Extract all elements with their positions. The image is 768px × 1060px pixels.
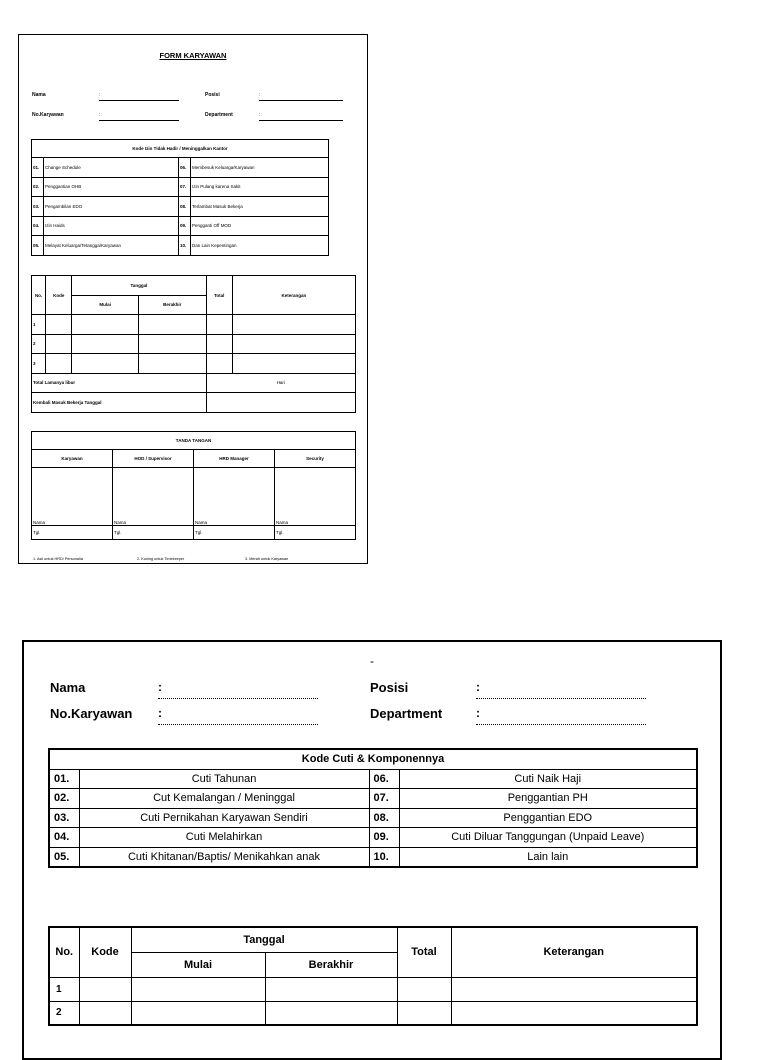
code-number: 03. [49, 808, 79, 828]
code-number: 06. [369, 769, 399, 789]
colon: : [158, 706, 162, 720]
leave-form-large [22, 640, 722, 1060]
department-label: Department [205, 112, 233, 118]
total-cell[interactable] [206, 315, 232, 335]
code-label: Dan Lain Kepentingan [191, 236, 329, 256]
colon: : [158, 680, 162, 694]
no-karyawan-label: No.Karyawan [50, 706, 133, 721]
code-label: Pengambilan EDO [44, 197, 179, 217]
code-label: Penggantian PH [399, 789, 697, 809]
code-number: 08. [369, 808, 399, 828]
code-label: Penggantian OHB [44, 177, 179, 197]
total-cell[interactable] [206, 334, 232, 354]
no-karyawan-field[interactable] [99, 120, 179, 121]
no-karyawan-label: No.Karyawan [32, 112, 64, 118]
col-no: No. [49, 927, 79, 977]
tgl-cell[interactable]: Tgl. [275, 526, 356, 540]
code-number: 03. [32, 197, 44, 217]
col-berakhir: Berakhir [138, 295, 206, 315]
code-label: Cuti Melahirkan [79, 828, 369, 848]
col-tanggal: Tanggal [72, 276, 206, 296]
department-field[interactable] [476, 724, 646, 725]
table-row [32, 334, 356, 354]
row-number: 2 [32, 334, 46, 354]
kode-cell[interactable] [46, 334, 72, 354]
col-keterangan: Keterangan [232, 276, 355, 315]
code-label: Cuti Diluar Tanggungan (Unpaid Leave) [399, 828, 697, 848]
colon: : [99, 112, 101, 118]
code-label: Pengganti Off MOD [191, 216, 329, 236]
mulai-cell[interactable] [72, 354, 139, 374]
table-row [49, 1001, 697, 1025]
keterangan-cell[interactable] [451, 977, 697, 1001]
mulai-cell[interactable] [131, 1001, 265, 1025]
tgl-cell[interactable]: Tgl. [32, 526, 113, 540]
nama-field[interactable] [99, 100, 179, 101]
department-label: Department [370, 706, 443, 721]
posisi-field[interactable] [476, 698, 646, 699]
tgl-cell[interactable]: Tgl. [194, 526, 275, 540]
code-label: Cuti Khitanan/Baptis/ Menikahkan anak [79, 847, 369, 867]
col-no: No. [32, 276, 46, 315]
row-number: 3 [32, 354, 46, 374]
code-label: Change Schedule [44, 158, 179, 178]
total-cell[interactable] [397, 977, 451, 1001]
colon: : [476, 706, 480, 720]
cuti-code-table [48, 748, 698, 868]
code-label: Cuti Tahunan [79, 769, 369, 789]
posisi-label: Posisi [370, 680, 409, 695]
code-number: 08. [179, 197, 191, 217]
sig-col-hrd: HRD Manager [194, 450, 275, 468]
mulai-cell[interactable] [72, 334, 139, 354]
hari-label[interactable]: Hari [206, 373, 355, 393]
code-number: 02. [32, 177, 44, 197]
kembali-label: Kembali Masuk Bekerja Tanggal [32, 393, 207, 413]
keterangan-cell[interactable] [451, 1001, 697, 1025]
col-kode: Kode [79, 927, 131, 977]
total-cell[interactable] [397, 1001, 451, 1025]
berakhir-cell[interactable] [265, 977, 397, 1001]
signature-table [31, 431, 356, 540]
row-number: 1 [32, 315, 46, 335]
col-mulai: Mulai [72, 295, 139, 315]
code-label: Membesuk Keluarga/Karyawan [191, 158, 329, 178]
code-number: 07. [369, 789, 399, 809]
code-number: 05. [49, 847, 79, 867]
footer-note-merah: 3. Merah untuk Karyawan [245, 557, 289, 561]
berakhir-cell[interactable] [138, 315, 206, 335]
col-total: Total [397, 927, 451, 977]
code-number: 04. [49, 828, 79, 848]
izin-code-table [31, 139, 329, 256]
signature-box[interactable]: Nama [194, 468, 275, 526]
col-mulai: Mulai [131, 952, 265, 977]
mulai-cell[interactable] [72, 315, 139, 335]
col-keterangan: Keterangan [451, 927, 697, 977]
leave-date-table [31, 275, 356, 413]
sig-col-karyawan: Karyawan [32, 450, 113, 468]
code-number: 01. [49, 769, 79, 789]
table-row [32, 315, 356, 335]
row-number: 1 [49, 977, 79, 1001]
code-label: Lain lain [399, 847, 697, 867]
header-dash: - [370, 654, 374, 668]
keterangan-cell[interactable] [232, 315, 355, 335]
colon: : [259, 92, 261, 98]
col-total: Total [206, 276, 232, 315]
code-number: 04. [32, 216, 44, 236]
leave-form-small [18, 34, 368, 564]
berakhir-cell[interactable] [265, 1001, 397, 1025]
code-number: 06. [179, 158, 191, 178]
colon: : [476, 680, 480, 694]
no-karyawan-field[interactable] [158, 724, 318, 725]
signature-box[interactable]: Nama [113, 468, 194, 526]
code-number: 10. [369, 847, 399, 867]
kode-cell[interactable] [46, 354, 72, 374]
mulai-cell[interactable] [131, 977, 265, 1001]
berakhir-cell[interactable] [138, 354, 206, 374]
kode-cell[interactable] [79, 1001, 131, 1025]
code-label: Cut Kemalangan / Meninggal [79, 789, 369, 809]
code-label: Terlambat Masuk Bekerja [191, 197, 329, 217]
col-berakhir: Berakhir [265, 952, 397, 977]
berakhir-cell[interactable] [138, 334, 206, 354]
kode-cell[interactable] [46, 315, 72, 335]
signature-header: TANDA TANGAN [32, 432, 356, 450]
code-number: 02. [49, 789, 79, 809]
code-table-header: Kode Cuti & Komponennya [49, 749, 697, 769]
code-number: 09. [369, 828, 399, 848]
colon: : [259, 112, 261, 118]
total-cell[interactable] [206, 354, 232, 374]
code-number: 07. [179, 177, 191, 197]
kode-cell[interactable] [79, 977, 131, 1001]
posisi-field[interactable] [259, 100, 343, 101]
footer-note-asli: 1. Asli untuk HRD/ Personalia [33, 557, 83, 561]
signature-box[interactable]: Nama [275, 468, 356, 526]
sig-col-hod: HOD / Supervisor [113, 450, 194, 468]
code-number: 09. [179, 216, 191, 236]
row-number: 2 [49, 1001, 79, 1025]
code-number: 10. [179, 236, 191, 256]
total-lamanya-label: Total Lamanya libur [32, 373, 207, 393]
col-tanggal: Tanggal [131, 927, 397, 952]
posisi-label: Posisi [205, 92, 220, 98]
code-label: Izin Haids [44, 216, 179, 236]
code-label: Izin Pulang karena Sakit [191, 177, 329, 197]
leave-date-table [48, 926, 698, 1026]
sig-col-security: Security [275, 450, 356, 468]
code-label: Melayat Keluarga/Tetangga/Karyawan [44, 236, 179, 256]
nama-label: Nama [50, 680, 86, 695]
table-row [49, 977, 697, 1001]
code-number: 01. [32, 158, 44, 178]
keterangan-cell[interactable] [232, 354, 355, 374]
nama-label: Nama [32, 92, 46, 98]
keterangan-cell[interactable] [232, 334, 355, 354]
footer-note-kuning: 2. Kuning untuk Timekeeper [137, 557, 185, 561]
kembali-field[interactable] [206, 393, 355, 413]
department-field[interactable] [259, 120, 343, 121]
code-label: Cuti Naik Haji [399, 769, 697, 789]
colon: : [99, 92, 101, 98]
tgl-cell[interactable]: Tgl. [113, 526, 194, 540]
col-kode: Kode [46, 276, 72, 315]
form-title: FORM KARYAWAN [159, 51, 227, 60]
nama-field[interactable] [158, 698, 318, 699]
code-table-header: Kode Izin Tidak Hadir / Meninggalkan Kantor [32, 140, 329, 158]
code-number: 05. [32, 236, 44, 256]
signature-box[interactable]: Nama [32, 468, 113, 526]
table-row [32, 354, 356, 374]
code-label: Penggantian EDO [399, 808, 697, 828]
code-label: Cuti Pernikahan Karyawan Sendiri [79, 808, 369, 828]
